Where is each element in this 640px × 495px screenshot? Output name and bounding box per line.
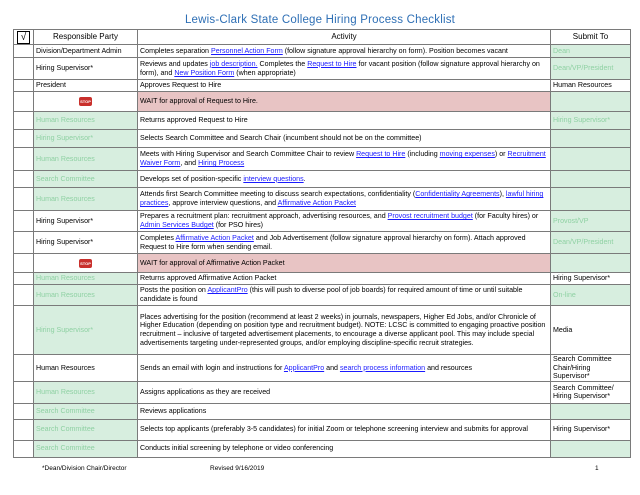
activity-cell: WAIT for approval of Affirmative Action Packet	[138, 254, 551, 273]
party-cell	[34, 254, 138, 273]
party-cell	[34, 92, 138, 112]
check-cell[interactable]	[14, 254, 34, 273]
activity-cell: Approves Request to Hire	[138, 80, 551, 92]
activity-cell: Conducts initial screening by telephone or video conferencing	[138, 440, 551, 457]
request-to-hire-link[interactable]: Request to Hire	[356, 150, 406, 159]
submit-cell: Hiring Supervisor*	[551, 273, 631, 285]
new-position-form-link[interactable]: New Position Form	[174, 68, 235, 77]
table-row	[14, 403, 631, 419]
check-cell[interactable]	[14, 232, 34, 254]
activity-cell: Develops set of position-specific interview questions.	[138, 171, 551, 188]
check-cell[interactable]	[14, 45, 34, 58]
party-cell: Human Resources	[34, 148, 138, 171]
party-cell: Human Resources	[34, 381, 138, 403]
party-cell: Human Resources	[34, 188, 138, 211]
submit-cell: Provost/VP	[551, 211, 631, 232]
check-header	[14, 30, 34, 45]
table-row	[14, 273, 631, 285]
table-row	[14, 171, 631, 188]
search-process-info-link[interactable]: search process information	[339, 363, 426, 372]
table-row	[14, 112, 631, 130]
activity-cell: Completes Affirmative Action Packet and Job Advertisement (follow signature approval hierarchy on form). Attach approved Request to Hire form when sending email.	[138, 232, 551, 254]
check-cell[interactable]	[14, 148, 34, 171]
page-number: 1	[595, 465, 599, 472]
activity-header: Activity	[138, 30, 551, 45]
submit-cell: Hiring Supervisor*	[551, 419, 631, 440]
submit-cell: On-line	[551, 285, 631, 306]
party-cell: Hiring Supervisor*	[34, 232, 138, 254]
activity-cell: Meets with Hiring Supervisor and Search Committee Chair to review Request to Hire (including moving expenses) or Recruitment Waiver Form, and Hiring Process	[138, 148, 551, 171]
checklist-table	[13, 29, 631, 458]
table-row	[14, 211, 631, 232]
activity-cell: Posts the position on ApplicantPro (this will push to diverse pool of job boards) for required amount of time or until suitable candidate is found	[138, 285, 551, 306]
party-cell: Human Resources	[34, 285, 138, 306]
personnel-action-form-link[interactable]: Personnel Action Form	[210, 46, 283, 55]
table-row	[14, 92, 631, 112]
table-row	[14, 232, 631, 254]
submit-cell: Dean/VP/President	[551, 232, 631, 254]
activity-cell: Prepares a recruitment plan: recruitment approach, advertising resources, and Provost recruitment budget (for Faculty hires) or Admin Services Budget (for PSO hires)	[138, 211, 551, 232]
request-to-hire-link[interactable]: Request to Hire	[307, 59, 357, 68]
submit-cell	[551, 440, 631, 457]
submit-cell	[551, 171, 631, 188]
submit-cell	[551, 188, 631, 211]
revised-date: Revised 9/16/2019	[210, 465, 265, 472]
table-row	[14, 188, 631, 211]
table-row	[14, 306, 631, 355]
check-cell[interactable]	[14, 381, 34, 403]
check-cell[interactable]	[14, 355, 34, 382]
check-cell[interactable]	[14, 80, 34, 92]
party-cell: Search Committee	[34, 419, 138, 440]
header-row	[14, 30, 631, 45]
submit-cell: Hiring Supervisor*	[551, 112, 631, 130]
activity-cell: Sends an email with login and instructions for ApplicantPro and search process information and resources	[138, 355, 551, 382]
stop-sign-icon: STOP	[80, 99, 91, 104]
submit-cell: Media	[551, 306, 631, 355]
check-cell[interactable]	[14, 112, 34, 130]
activity-cell: Places advertising for the position (recommend at least 2 weeks) in journals, newspapers, Higher Ed Jobs, and/or Chronicle of Higher Education (depending on position type and recruitment budget). NOTE: LCSC is committed to engaging proactive position recruitment – inclusive of targeted advertisement placements, to encourage a diverse applicant pool. This may include special advertisements targeting under-represented groups, and/or employing discipline-specific recruit strategies.	[138, 306, 551, 355]
table-row	[14, 148, 631, 171]
party-cell: Hiring Supervisor*	[34, 306, 138, 355]
party-cell: Human Resources	[34, 112, 138, 130]
activity-cell: Returns approved Request to Hire	[138, 112, 551, 130]
activity-cell: Completes separation Personnel Action Form (follow signature approval hierarchy on form). Position becomes vacant	[138, 45, 551, 58]
confidentiality-agreements-link[interactable]: Confidentiality Agreements	[415, 190, 500, 199]
submit-cell	[551, 130, 631, 148]
submit-cell	[551, 92, 631, 112]
submit-cell: Dean/VP/President	[551, 58, 631, 80]
table-row	[14, 381, 631, 403]
table-row	[14, 440, 631, 457]
activity-cell: Assigns applications as they are received	[138, 381, 551, 403]
submit-cell	[551, 148, 631, 171]
submit-header: Submit To	[551, 30, 631, 45]
table-row	[14, 130, 631, 148]
party-cell: Search Committee	[34, 171, 138, 188]
check-cell[interactable]	[14, 171, 34, 188]
table-row	[14, 45, 631, 58]
moving-expenses-link[interactable]: moving expenses	[439, 150, 495, 159]
check-cell[interactable]	[14, 130, 34, 148]
activity-cell: Returns approved Affirmative Action Packet	[138, 273, 551, 285]
submit-cell: Search Committee/ Hiring Supervisor*	[551, 381, 631, 403]
party-cell: Human Resources	[34, 355, 138, 382]
check-cell[interactable]	[14, 188, 34, 211]
hiring-process-link[interactable]: Hiring Process	[198, 159, 245, 167]
provost-budget-link[interactable]: Provost recruitment budget	[387, 212, 473, 221]
check-cell[interactable]	[14, 306, 34, 355]
applicantpro-link[interactable]: ApplicantPro	[283, 363, 325, 372]
table-row	[14, 254, 631, 273]
check-cell[interactable]	[14, 285, 34, 306]
party-cell: Human Resources	[34, 273, 138, 285]
page-title: Lewis-Clark State College Hiring Process Checklist	[184, 14, 456, 26]
party-cell: Search Committee	[34, 403, 138, 419]
party-cell: Search Committee	[34, 440, 138, 457]
check-cell[interactable]	[14, 440, 34, 457]
submit-cell: Dean	[551, 45, 631, 58]
check-cell[interactable]	[14, 211, 34, 232]
party-cell: Hiring Supervisor*	[34, 130, 138, 148]
party-cell: Division/Department Admin	[34, 45, 138, 58]
checkmark-icon: √	[17, 31, 30, 44]
check-cell[interactable]	[14, 419, 34, 440]
activity-cell: Attends first Search Committee meeting to discuss search expectations, confidentiality (Confidentiality Agreements), lawful hiring practices, approve interview questions, and Affirmative Action Packet	[138, 188, 551, 211]
table-row	[14, 419, 631, 440]
affirmative-action-packet-link[interactable]: Affirmative Action Packet	[175, 233, 254, 242]
activity-cell: WAIT for approval of Request to Hire.	[138, 92, 551, 112]
stop-sign-icon: STOP	[80, 260, 91, 266]
party-cell: Hiring Supervisor*	[34, 211, 138, 232]
applicantpro-link[interactable]: ApplicantPro	[207, 286, 248, 295]
admin-services-budget-link[interactable]: Admin Services Budget	[140, 221, 214, 229]
activity-cell: Selects top applicants (preferably 3-5 candidates) for initial Zoom or telephone screening interview and submits for approval	[138, 419, 551, 440]
submit-cell	[551, 254, 631, 273]
table-row	[14, 285, 631, 306]
activity-cell: Reviews and updates job description. Completes the Request to Hire for vacant position (follow signature approval hierarchy on form), and New Position Form (when appropriate)	[138, 58, 551, 80]
check-cell[interactable]	[14, 92, 34, 112]
party-cell: Hiring Supervisor*	[34, 58, 138, 80]
table-row	[14, 58, 631, 80]
check-cell[interactable]	[14, 273, 34, 285]
job-description-link[interactable]: job description.	[209, 59, 258, 68]
submit-cell: Search Committee Chair/Hiring Supervisor*	[551, 355, 631, 382]
interview-questions-link[interactable]: interview questions	[243, 174, 304, 183]
table-row	[14, 355, 631, 382]
submit-cell	[551, 403, 631, 419]
activity-cell: Reviews applications	[138, 403, 551, 419]
party-cell: President	[34, 80, 138, 92]
lawful-hiring-practices-link[interactable]: lawful hiring practices	[140, 190, 544, 207]
recruitment-waiver-link[interactable]: Recruitment Waiver Form	[140, 150, 546, 167]
submit-cell: Human Resources	[551, 80, 631, 92]
footnote: *Dean/Division Chair/Director	[42, 465, 127, 472]
activity-cell: Selects Search Committee and Search Chair (incumbent should not be on the committee)	[138, 130, 551, 148]
check-cell[interactable]	[14, 403, 34, 419]
check-cell[interactable]	[14, 58, 34, 80]
party-header: Responsible Party	[34, 30, 138, 45]
table-row	[14, 80, 631, 92]
affirmative-action-packet-link[interactable]: Affirmative Action Packet	[277, 199, 356, 207]
